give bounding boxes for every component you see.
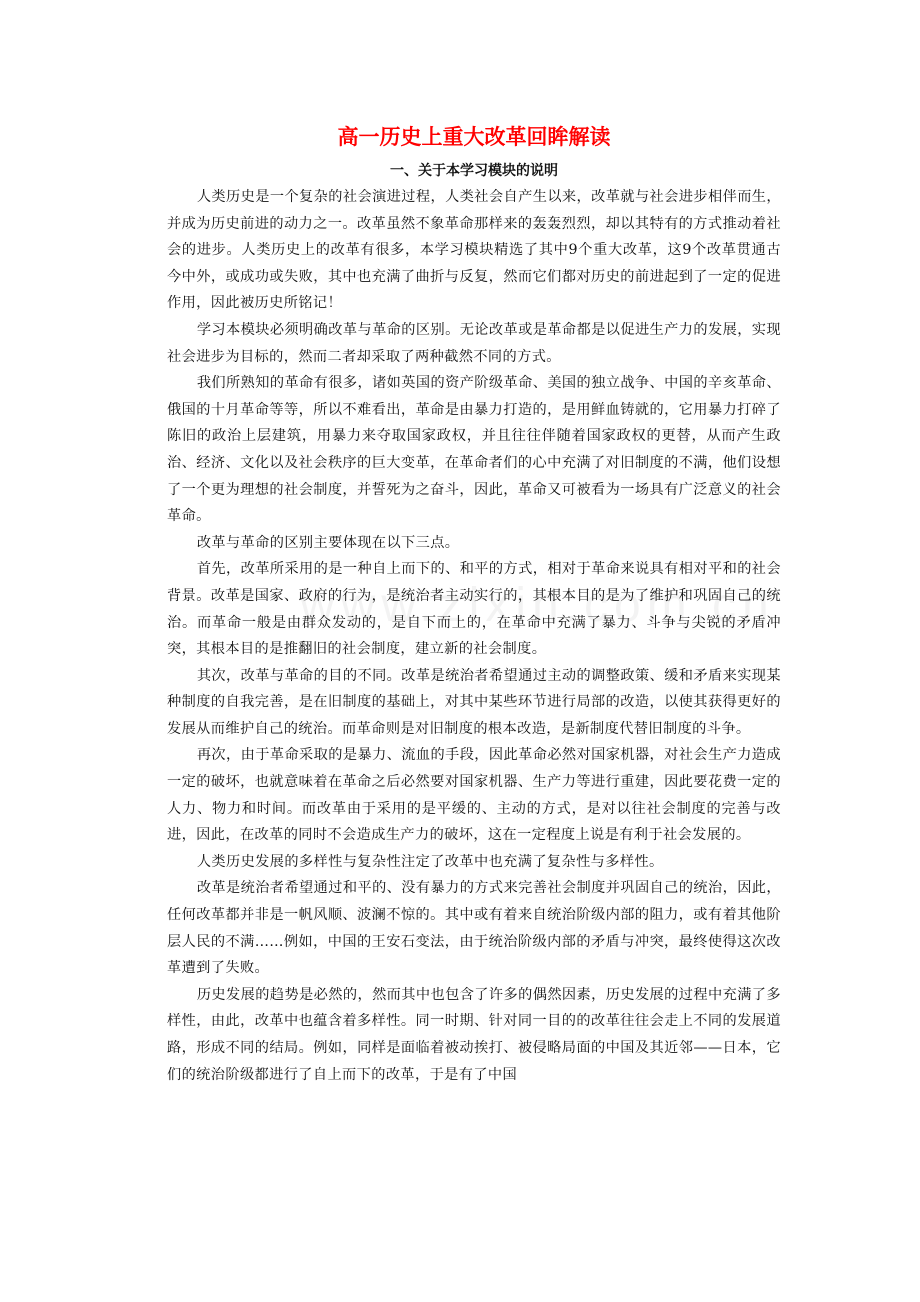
paragraph: 首先，改革所采用的是一种自上而下的、和平的方式，相对于革命来说具有相对平和的社会背景。改革是国家、政府的行为，是统治者主动实行的，其根本目的是为了维护和巩固自己的统治。而革命一般是由群众发动的，是自下而上的，在革命中充满了暴力、斗争与尖锐的矛盾冲突，其根本目的是推翻旧的社会制度，建立新的社会制度。 xyxy=(167,561,781,658)
document-body xyxy=(167,116,781,1088)
document-title: 高一历史上重大改革回眸解读 xyxy=(337,125,611,149)
paragraph: 我们所熟知的革命有很多，诸如英国的资产阶级革命、美国的独立战争、中国的辛亥革命、俄国的十月革命等等，所以不难看出，革命是由暴力打造的，是用鲜血铸就的，它用暴力打碎了陈旧的政治上层建筑，用暴力来夺取国家政权，并且往往伴随着国家政权的更替，从而产生政治、经济、文化以及社会秩序的巨大变革，在革命者们的心中充满了对旧制度的不满，他们设想了一个更为理想的社会制度，并誓死为之奋斗，因此，革命又可被看为一场具有广泛意义的社会革命。 xyxy=(167,375,781,525)
paragraph: 改革与革命的区别主要体现在以下三点。 xyxy=(196,534,460,551)
section-heading: 一、关于本学习模块的说明 xyxy=(390,163,558,179)
paragraph: 人类历史发展的多样性与复杂性注定了改革中也充满了复杂性与多样性。 xyxy=(196,853,664,870)
paragraph: 再次，由于革命采取的是暴力、流血的手段，因此革命必然对国家机器，对社会生产力造成一定的破坏，也就意味着在革命之后必然要对国家机器、生产力等进行重建，因此要花费一定的人力、物力和时间。而改革由于采用的是平缓的、主动的方式，是对以往社会制度的完善与改进，因此，在改革的同时不会造成生产力的破坏，这在一定程度上说是有利于社会发展的。 xyxy=(167,747,781,844)
paragraph: 学习本模块必须明确改革与革命的区别。无论改革或是革命都是以促进生产力的发展，实现社会进步为目标的，然而二者却采取了两种截然不同的方式。 xyxy=(167,321,781,365)
paragraph: 改革是统治者希望通过和平的、没有暴力的方式来完善社会制度并巩固自己的统治，因此，任何改革都并非是一帆风顺、波澜不惊的。其中或有着来自统治阶级内部的阻力，或有着其他阶层人民的不满……例如，中国的王安石变法，由于统治阶级内部的矛盾与冲突，最终使得这次改革遭到了失败。 xyxy=(167,880,781,977)
paragraph: 其次，改革与革命的目的不同。改革是统治者希望通过主动的调整政策、缓和矛盾来实现某种制度的自我完善，是在旧制度的基础上，对其中某些环节进行局部的改造，以使其获得更好的发展从而维护自己的统治。而革命则是对旧制度的根本改造，是新制度代替旧制度的斗争。 xyxy=(167,667,781,737)
paragraph: 人类历史是一个复杂的社会演进过程，人类社会自产生以来，改革就与社会进步相伴而生，并成为历史前进的动力之一。改革虽然不象革命那样来的轰轰烈烈，却以其特有的方式推动着社会的进步。人类历史上的改革有很多，本学习模块精选了其中9个重大改革，这9个改革贯通古今中外，或成功或失败，其中也充满了曲折与反复，然而它们都对历史的前进起到了一定的促进作用，因此被历史所铭记！ xyxy=(167,189,781,312)
paragraph: 历史发展的趋势是必然的，然而其中也包含了许多的偶然因素，历史发展的过程中充满了多样性，由此，改革中也蕴含着多样性。同一时期、针对同一目的的改革往往会走上不同的发展道路，形成不同的结局。例如，同样是面临着被动挨打、被侵略局面的中国及其近邻——日本，它们的统治阶级都进行了自上而下的改革，于是有了中国 xyxy=(167,986,781,1083)
